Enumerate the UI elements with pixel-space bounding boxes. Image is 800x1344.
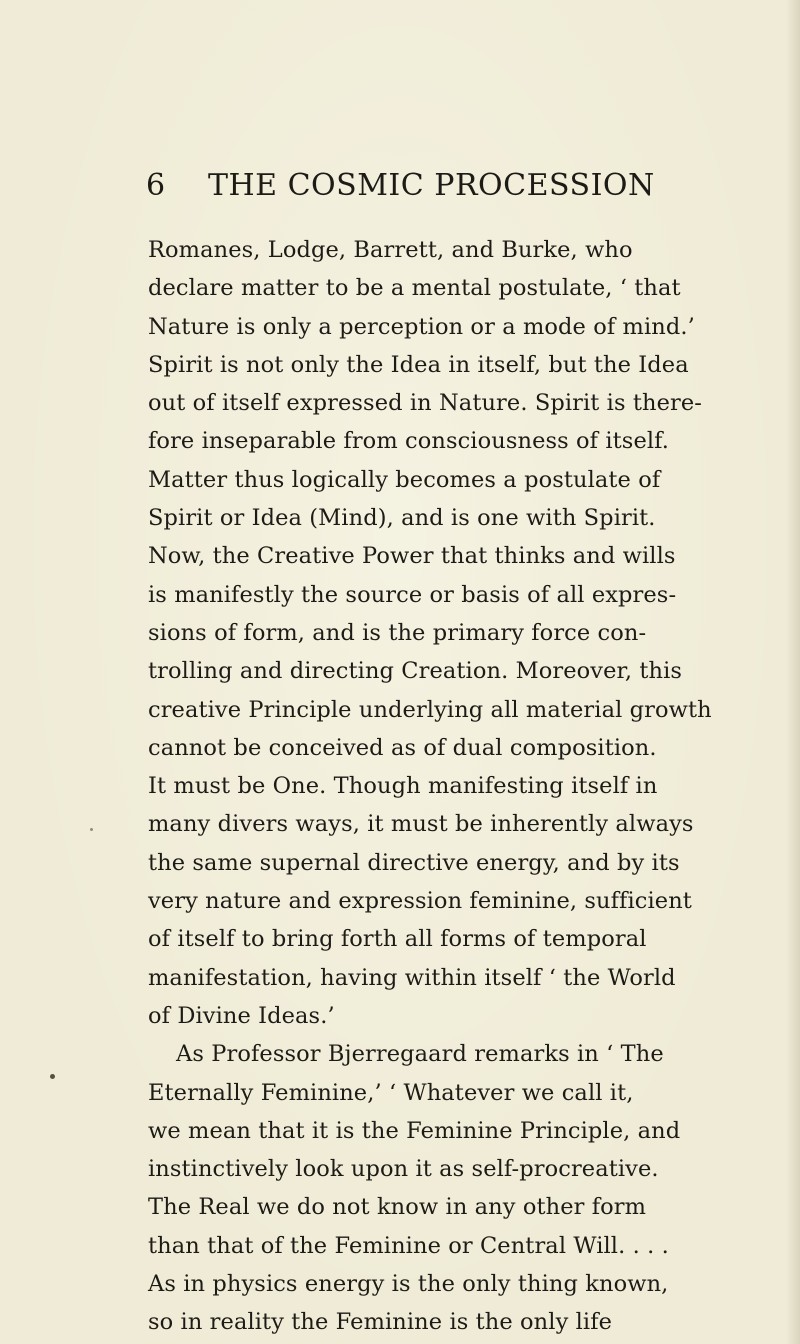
text-line: As in physics energy is the only thing known, <box>148 1271 669 1298</box>
text-line: Spirit or Idea (Mind), and is one with Spirit. <box>148 505 656 532</box>
text-line: declare matter to be a mental postulate, ‘ that <box>148 275 681 302</box>
text-line: sions of form, and is the primary force con- <box>148 619 647 646</box>
text-line: many divers ways, it must be inherently always <box>148 811 694 838</box>
text-line: Now, the Creative Power that thinks and wills <box>148 543 676 570</box>
running-head <box>146 168 706 212</box>
text-line: creative Principle underlying all material growth <box>148 696 712 723</box>
text-line: manifestation, having within itself ‘ the World <box>148 964 676 991</box>
text-line: of Divine Ideas.’ <box>148 1002 335 1029</box>
text-line: out of itself expressed in Nature. Spirit is there- <box>148 390 702 417</box>
scan-speck <box>50 1074 55 1079</box>
text-line: Romanes, Lodge, Barrett, and Burke, who <box>148 237 633 263</box>
page-number: 6 <box>146 168 166 203</box>
text-line: fore inseparable from consciousness of itself. <box>148 428 670 455</box>
body-text <box>148 231 800 1342</box>
text-line: Spirit is not only the Idea in itself, but the Idea <box>148 351 689 378</box>
text-line: Nature is only a perception or a mode of mind.’ <box>148 313 695 340</box>
text-line: so in reality the Feminine is the only life <box>148 1309 613 1336</box>
text-line: instinctively look upon it as self-procreative. <box>148 1156 659 1183</box>
text-line: trolling and directing Creation. Moreover, this <box>148 658 683 685</box>
text-line: the same supernal directive energy, and by its <box>148 849 680 876</box>
text-line: than that of the Feminine or Central Will. . . . <box>148 1232 669 1259</box>
text-line: we mean that it is the Feminine Principle, and <box>148 1117 681 1144</box>
text-line: cannot be conceived as of dual composition. <box>148 734 657 761</box>
running-title: THE COSMIC PROCESSION <box>208 168 655 203</box>
text-line: Eternally Feminine,’ ‘ Whatever we call it, <box>148 1079 634 1106</box>
text-line: of itself to bring forth all forms of temporal <box>148 926 647 953</box>
text-line: very nature and expression feminine, sufficient <box>148 888 692 915</box>
text-line: It must be One. Though manifesting itself in <box>148 773 658 800</box>
text-line: The Real we do not know in any other form <box>148 1194 647 1221</box>
scan-speck <box>90 828 93 831</box>
text-line: is manifestly the source or basis of all expres- <box>148 581 677 608</box>
text-line: Matter thus logically becomes a postulate of <box>148 466 661 493</box>
paragraph-start-line: As Professor Bjerregaard remarks in ‘ The <box>176 1041 664 1068</box>
